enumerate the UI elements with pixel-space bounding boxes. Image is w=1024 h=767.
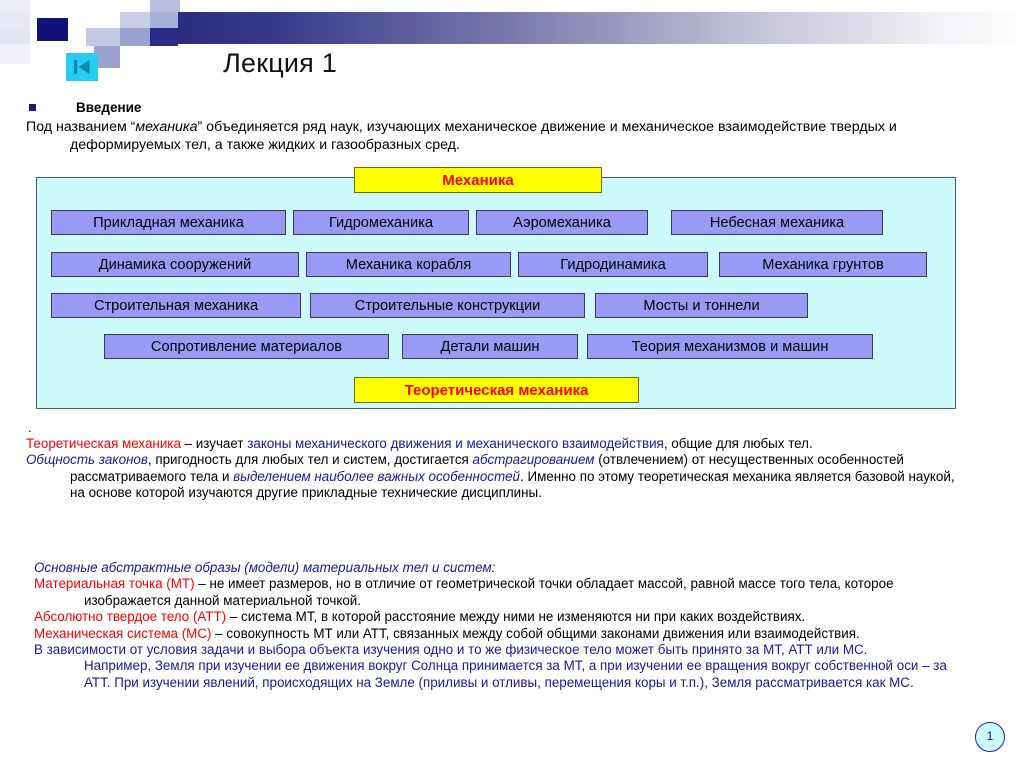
models-header: Основные абстрактные образы (модели) материальных тел и систем: <box>34 560 496 575</box>
diagram-box[interactable]: Динамика сооружений <box>51 252 299 277</box>
decor-square <box>180 0 1024 12</box>
square-bullet-icon <box>29 104 36 111</box>
intro-bullet-label: Введение <box>76 100 142 115</box>
decor-square <box>37 18 68 41</box>
diagram-box[interactable]: Аэромеханика <box>476 210 648 235</box>
mt-description: – не имеет размеров, но в отличие от геометрической точки обладает массой, равной массе того тела, которое <box>194 576 894 592</box>
theory-line-1 <box>26 436 1006 452</box>
intro-line2: деформируемых тел, а также жидких и газообразных сред. <box>70 136 460 153</box>
diagram-box[interactable]: Гидродинамика <box>518 252 708 277</box>
theory-l3-black: рассматриваемого тела и <box>70 468 234 484</box>
decor-square <box>150 0 180 12</box>
models-line-att <box>34 609 1019 625</box>
models-line-ms <box>34 626 1019 642</box>
diagram-box[interactable]: Строительная механика <box>51 293 301 318</box>
intro-bullet <box>29 100 1001 115</box>
models-paragraph <box>34 560 1019 691</box>
term-mechanical-system: Механическая система (МС) <box>34 625 212 641</box>
theory-l2-italic: Общность законов <box>26 452 148 468</box>
diagram-box[interactable]: Теория механизмов и машин <box>587 334 873 359</box>
diagram-title-box-theoretical-mechanics[interactable]: Теоретическая механика <box>354 377 639 403</box>
models-example-line-1: Например, Земля при изучении ее движения вокруг Солнца принимается за МТ, а при изучении ее вращения вокруг собственной оси – за <box>84 658 947 674</box>
theory-l1-blue: законы механического движения и механического взаимодействия <box>247 436 664 451</box>
page-number-badge: 1 <box>975 722 1005 752</box>
intro-section <box>26 100 1001 154</box>
diagram-box[interactable]: Гидромеханика <box>293 210 469 235</box>
models-example-line-2: АТТ. При изучении явлений, происходящих на Земле (приливы и отливы, перемещения коры и т.п.), Земля рассматривается как МС. <box>84 674 914 690</box>
diagram-box[interactable]: Небесная механика <box>671 210 883 235</box>
theory-l3-italic: выделением наиболее важных особенностей <box>233 468 521 484</box>
stray-dot: . <box>28 420 32 435</box>
models-line-mt <box>34 576 1019 592</box>
decor-square <box>86 28 120 46</box>
diagram-box[interactable]: Сопротивление материалов <box>104 334 389 359</box>
models-line-dependency: В зависимости от условия задачи и выбора объекта изучения одно и то же физическое тело может быть принято за МТ, АТТ или МС. <box>34 642 868 658</box>
theory-l2-black: , пригодность для любых тел и систем, достигается <box>147 452 473 468</box>
decor-square <box>150 28 178 46</box>
theory-line-4: на основе которой изучаются другие прикладные технические дисциплины. <box>70 485 542 501</box>
decor-square <box>0 30 30 44</box>
decor-square <box>90 0 120 12</box>
theory-l1-black: – изучает <box>180 436 248 451</box>
intro-line1-italic: механика <box>135 119 198 135</box>
diagram-box[interactable]: Прикладная механика <box>51 210 286 235</box>
theory-l3-black2: . Именно по этому теоретическая механика является базовой наукой, <box>520 468 955 484</box>
theory-l2-italic2: абстрагированием <box>472 452 595 468</box>
intro-line1-a: Под названием “ <box>26 119 136 135</box>
header-decoration <box>0 0 1024 46</box>
theory-term-red: Теоретическая механика <box>26 436 181 451</box>
title-row <box>0 48 1024 92</box>
diagram-box[interactable]: Механика корабля <box>306 252 511 277</box>
theory-line-2 <box>26 452 1006 468</box>
header-gradient-bar <box>178 12 1024 44</box>
ms-description: – совокупность МТ или АТТ, связанных между собой общими законами движения или взаимодействия. <box>211 625 860 641</box>
term-rigid-body: Абсолютно твердое тело (АТТ) <box>34 609 227 625</box>
intro-line1-b: ” объединяется ряд наук, изучающих механическое движение и механическое взаимодействие твердых и <box>197 119 897 135</box>
decor-square <box>30 0 90 12</box>
theory-paragraph <box>26 436 1006 502</box>
page-title: Лекция 1 <box>223 48 337 78</box>
att-description: – система МТ, в которой расстояние между ними не изменяются ни при каких воздействиях. <box>226 609 806 625</box>
diagram-title-box-mechanics[interactable]: Механика <box>354 167 602 193</box>
mechanics-hierarchy-diagram <box>36 177 956 409</box>
diagram-box[interactable]: Механика грунтов <box>719 252 927 277</box>
diagram-box[interactable]: Мосты и тоннели <box>595 293 808 318</box>
diagram-box[interactable]: Детали машин <box>402 334 578 359</box>
term-material-point: Материальная точка (МТ) <box>34 576 195 592</box>
theory-line-3 <box>26 469 1006 485</box>
theory-l2-black2: (отвлечением) от несущественных особенностей <box>594 452 904 468</box>
diagram-box[interactable]: Строительные конструкции <box>310 293 585 318</box>
models-line-mt2: изображается данной материальной точкой. <box>84 592 361 608</box>
decor-square <box>120 28 150 46</box>
theory-l1-black2: , общие для любых тел. <box>663 436 813 451</box>
decor-square <box>120 0 150 12</box>
intro-paragraph <box>26 119 1001 154</box>
